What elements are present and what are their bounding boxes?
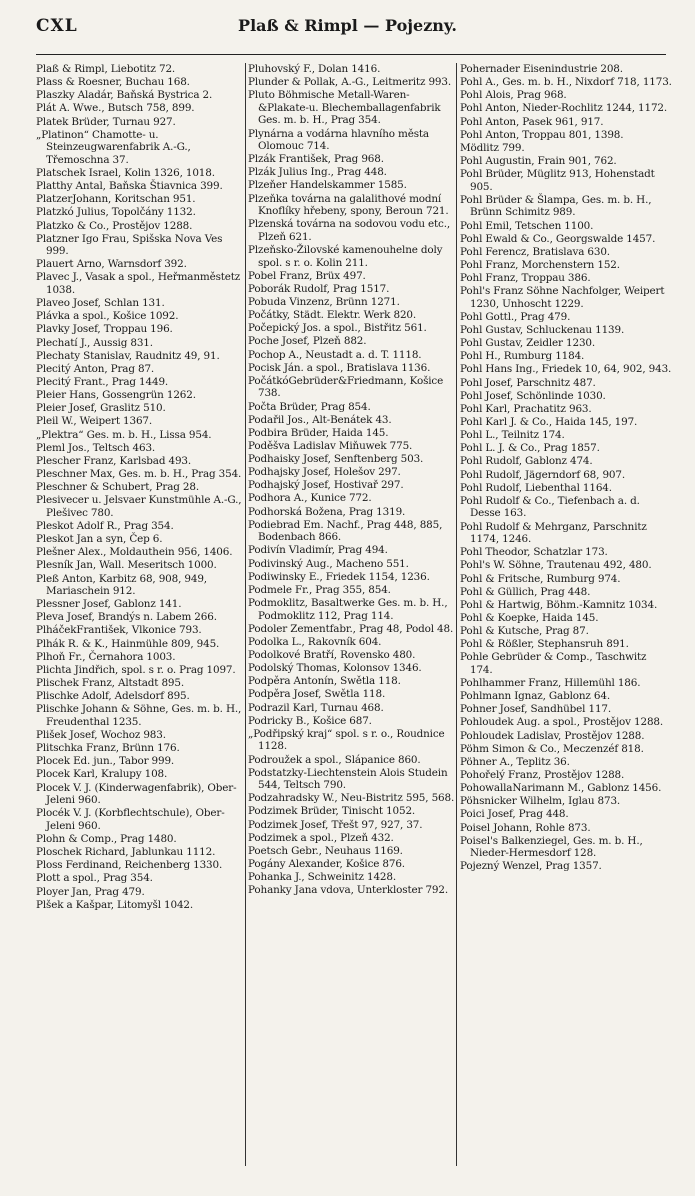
- directory-entry: Pohl Brüder, Müglitz 913, Hohenstadt 905.: [460, 168, 655, 193]
- directory-entry: Plešner Alex., Moldauthein 956, 1406.: [36, 546, 233, 559]
- directory-entry: Podiwinsky E., Friedek 1154, 1236.: [248, 570, 430, 583]
- directory-entry: Plaszky Aladár, Baňská Bystrica 2.: [36, 89, 213, 102]
- directory-entry: Podivín Vladimír, Prag 494.: [248, 544, 388, 557]
- directory-entry: Podmele Fr., Prag 355, 854.: [248, 583, 391, 596]
- directory-entry: Plauert Arno, Warnsdorf 392.: [36, 258, 187, 271]
- directory-entry: Ploschek Richard, Jablunkau 1112.: [36, 846, 216, 859]
- directory-entry: Pöhner A., Teplitz 36.: [460, 755, 570, 768]
- directory-entry: Pohl & Fritsche, Rumburg 974.: [460, 572, 621, 585]
- directory-entry: Pluhovský F., Dolan 1416.: [248, 63, 381, 75]
- directory-entry: Poici Josef, Prag 448.: [460, 808, 569, 821]
- directory-entry: Počátky, Städt. Elektr. Werk 820.: [248, 309, 417, 322]
- directory-entry: Pöhm Simon & Co., Meczenzéf 818.: [460, 742, 644, 755]
- directory-entry: Pohl & Hartwig, Böhm.-Kamnitz 1034.: [460, 598, 658, 611]
- directory-entry: Podiebrad Em. Nachf., Prag 448, 885, Bodenbach 866.: [248, 518, 443, 544]
- directory-entry: PlatzerJohann, Koritschan 951.: [36, 193, 196, 206]
- directory-entry: Pohl L. J. & Co., Prag 1857.: [460, 442, 600, 455]
- directory-entry: Pohl Hans Ing., Friedek 10, 64, 902, 943.: [460, 363, 672, 376]
- directory-entry: Plesivecer u. Jelsvaer Kunstmühle A.-G., Plešivec 780.: [36, 494, 242, 519]
- directory-entry: Plát A. Wwe., Butsch 758, 899.: [36, 102, 195, 115]
- directory-entry: Podzimek a spol., Plzeň 432.: [248, 831, 394, 844]
- directory-entry: Plaveo Josef, Schlan 131.: [36, 297, 165, 310]
- directory-entry: Poděšva Ladislav Miňuwek 775.: [248, 439, 413, 452]
- directory-entry: Pohlhammer Franz, Hillemühl 186.: [460, 677, 641, 690]
- directory-entry: Pohl's W. Söhne, Trautenau 492, 480.: [460, 559, 652, 572]
- page-title: Plaß & Rimpl — Pojezny.: [238, 16, 457, 35]
- directory-entry: Pluto Böhmische Metall-Waren-&Plakate-u. Blechemballagenfabrik Ges. m. b. H., Prag 354.: [248, 89, 441, 127]
- directory-entry: Mödlitz 799.: [460, 141, 525, 154]
- directory-entry: Plaß & Rimpl, Liebotitz 72.: [36, 63, 176, 75]
- directory-entry: Pohl Anton, Pasek 961, 917.: [460, 115, 604, 128]
- directory-entry: PočátkóGebrüder&Friedmann, Košice 738.: [248, 374, 444, 400]
- directory-entry: Plhoň Fr., Černahora 1003.: [36, 650, 176, 663]
- directory-entry: Plocek V. J. (Kinderwagenfabrik), Ober-Jeleni 960.: [36, 781, 237, 807]
- directory-entry: Pohl Rudolf, Gablonz 474.: [460, 455, 593, 468]
- directory-entry: Podpěra Antonín, Swětla 118.: [248, 675, 401, 688]
- directory-entry: Ploss Ferdinand, Reichenberg 1330.: [36, 859, 223, 872]
- directory-entry: Pohl Josef, Parschnitz 487.: [460, 376, 596, 389]
- directory-entry: Pohl H., Rumburg 1184.: [460, 350, 585, 363]
- directory-entry: „Platinon“ Chamotte- u. Steinzeugwarenfabrik A.-G., Třemoschna 37.: [36, 128, 191, 166]
- directory-entry: Pohořelý Franz, Prostějov 1288.: [460, 769, 625, 782]
- directory-entry: Plocek Ed. jun., Tabor 999.: [36, 755, 175, 768]
- directory-entry: Pohl A., Ges. m. b. H., Nixdorf 718, 1173.: [460, 76, 672, 89]
- directory-entry: Podhajský Josef, Hostivař 297.: [248, 479, 404, 492]
- directory-entry: Plávka a spol., Košice 1092.: [36, 310, 179, 323]
- directory-entry: Poborák Rudolf, Prag 1517.: [248, 282, 390, 295]
- directory-entry: Platzkó Julius, Topolčány 1132.: [36, 206, 196, 219]
- directory-entry: Pohl Alois, Prag 968.: [460, 89, 567, 102]
- directory-entry: Podařil Jos., Alt-Benátek 43.: [248, 413, 392, 426]
- directory-entry: Podhajsky Josef, Holešov 297.: [248, 466, 401, 479]
- directory-entry: Pleschner Max, Ges. m. b. H., Prag 354.: [36, 467, 242, 480]
- directory-entry: Počepický Jos. a spol., Bistřitz 561.: [248, 322, 427, 335]
- directory-entry: Plechatí J., Aussig 831.: [36, 336, 153, 349]
- directory-entry: Pleß Anton, Karbitz 68, 908, 949, Mariaschein 912.: [36, 572, 207, 598]
- directory-entry: Pohl Brüder & Šlampa, Ges. m. b. H., Brünn Schimitz 989.: [460, 193, 652, 219]
- directory-entry: Pleskot Jan a syn, Čep 6.: [36, 533, 163, 546]
- directory-entry: Pohl Karl J. & Co., Haida 145, 197.: [460, 416, 638, 429]
- directory-entry: Podstatzky-Liechtenstein Alois Studein 544, Teltsch 790.: [248, 766, 448, 792]
- directory-entry: Pleschner & Schubert, Prag 28.: [36, 481, 199, 494]
- directory-entry: Plzeňka továrna na galalithové modní Knoflíky hřebeny, spony, Beroun 721.: [248, 192, 449, 218]
- directory-entry: Pogány Alexander, Košice 876.: [248, 858, 405, 871]
- directory-entry: Plass & Roesner, Buchau 168.: [36, 76, 190, 89]
- directory-entry: „Podřipský kraj“ spol. s r. o., Roudnice 1128.: [248, 727, 445, 753]
- directory-entry: Pohl Rudolf, Jägerndorf 68, 907.: [460, 468, 625, 481]
- directory-entry: Platzko & Co., Prostějov 1288.: [36, 219, 193, 232]
- directory-entry: Pleskot Adolf R., Prag 354.: [36, 519, 174, 532]
- directory-entry: Pohl Anton, Troppau 801, 1398.: [460, 128, 624, 141]
- directory-entry: Pohl & Güllich, Prag 448.: [460, 585, 591, 598]
- directory-entry: Pohloudek Ladislav, Prostějov 1288.: [460, 729, 645, 742]
- directory-entry: Pohl & Kutsche, Prag 87.: [460, 625, 589, 638]
- directory-entry: Plitschka Franz, Brünn 176.: [36, 742, 180, 755]
- directory-entry: Plessner Josef, Gablonz 141.: [36, 598, 182, 611]
- directory-entry: Pöhsnicker Wilhelm, Iglau 873.: [460, 795, 621, 808]
- directory-entry: Plescher Franz, Karlsbad 493.: [36, 454, 192, 467]
- directory-entry: Pohlmann Ignaz, Gablonz 64.: [460, 690, 610, 703]
- directory-entry: Pleier Josef, Graslitz 510.: [36, 402, 166, 415]
- directory-entry: „Plektra“ Ges. m. b. H., Lissa 954.: [36, 428, 212, 441]
- directory-entry: Podroužek a spol., Slápanice 860.: [248, 753, 421, 766]
- directory-entry: Plecitý Frant., Prag 1449.: [36, 376, 169, 388]
- directory-entry: Pojezný Wenzel, Prag 1357.: [460, 860, 602, 873]
- directory-entry: Podivinský Aug., Macheno 551.: [248, 557, 409, 570]
- directory-entry: Plhák R. & K., Hainmühle 809, 945.: [36, 637, 220, 650]
- directory-entry: PohowallaNarimann M., Gablonz 1456.: [460, 782, 662, 795]
- directory-entry: Plohn & Comp., Prag 1480.: [36, 832, 177, 845]
- directory-entry: Pohl Gustav, Zeidler 1230.: [460, 337, 596, 350]
- directory-entry: Podrazil Karl, Turnau 468.: [248, 701, 384, 714]
- directory-entry: Pohl Franz, Troppau 386.: [460, 272, 591, 285]
- directory-entry: Podbira Brüder, Haida 145.: [248, 426, 389, 439]
- directory-entry: Pohl Franz, Morchenstern 152.: [460, 258, 620, 271]
- directory-entry: Pohanky Jana vdova, Unterkloster 792.: [248, 884, 448, 897]
- directory-entry: Pohl Anton, Nieder-Rochlitz 1244, 1172.: [460, 102, 668, 115]
- directory-entry: Podolkové Bratří, Rovensko 480.: [248, 648, 416, 661]
- directory-entry: Plunder & Pollak, A.-G., Leitmeritz 993.: [248, 76, 451, 89]
- directory-entry: Pohloudek Aug. a spol., Prostějov 1288.: [460, 716, 664, 729]
- directory-entry: Plischek Franz, Altstadt 895.: [36, 677, 184, 690]
- directory-entry: Plecitý Anton, Prag 87.: [36, 362, 155, 375]
- directory-entry: Pochop A., Neustadt a. d. T. 1118.: [248, 348, 422, 361]
- directory-column-3: [460, 63, 672, 874]
- directory-entry: Pohl & Rößler, Stephansruh 891.: [460, 638, 629, 651]
- directory-entry: Pohl Rudolf, Liebenthal 1164.: [460, 481, 612, 494]
- directory-entry: Pleil W., Weipert 1367.: [36, 415, 153, 428]
- directory-column-1: [36, 63, 247, 912]
- directory-entry: Poche Josef, Plzeň 882.: [248, 335, 367, 348]
- directory-entry: Platthy Antal, Baňska Štiavnica 399.: [36, 180, 223, 193]
- directory-entry: Pohle Gebrüder & Comp., Taschwitz 174.: [460, 651, 647, 676]
- directory-entry: Plzeňer Handelskammer 1585.: [248, 179, 407, 192]
- directory-entry: Pohl's Franz Söhne Nachfolger, Weipert 1230, Unhoscht 1229.: [460, 285, 665, 310]
- directory-entry: Plavky Josef, Troppau 196.: [36, 323, 173, 336]
- directory-entry: Pleier Hans, Gossengrün 1262.: [36, 389, 196, 402]
- directory-entry: Plocek Karl, Kralupy 108.: [36, 768, 168, 781]
- directory-entry: Plocék V. J. (Korbflechtschule), Ober-Jeleni 960.: [36, 807, 225, 832]
- directory-entry: Pohl Emil, Tetschen 1100.: [460, 219, 594, 232]
- directory-entry: Pohl Ferencz, Bratislava 630.: [460, 245, 610, 258]
- directory-entry: Platek Brüder, Turnau 927.: [36, 115, 176, 128]
- directory-entry: Pohl Ewald & Co., Georgswalde 1457.: [460, 232, 656, 245]
- directory-entry: Plšek a Kašpar, Litomyšl 1042.: [36, 898, 194, 911]
- page-header: [0, 16, 695, 42]
- directory-entry: Plzeňsko-Žilovské kamenouhelne doly spol. s r. o. Kolin 211.: [248, 244, 443, 269]
- directory-entry: Plischke Johann & Söhne, Ges. m. b. H., Freudenthal 1235.: [36, 703, 242, 728]
- directory-entry: Plzák František, Prag 968.: [248, 153, 384, 166]
- directory-entry: Pohanka J., Schweinitz 1428.: [248, 871, 396, 884]
- directory-entry: Pohl Gustav, Schluckenau 1139.: [460, 324, 625, 337]
- directory-entry: Podolka L., Rakovník 604.: [248, 635, 382, 648]
- page-number: CXL: [36, 16, 78, 36]
- directory-entry: Podzahradsky W., Neu-Bistritz 595, 568.: [248, 792, 455, 805]
- directory-entry: Plichta Jindřich, spol. s r. o. Prag 1097.: [36, 663, 236, 676]
- directory-entry: Plzenská továrna na sodovou vodu etc., Plzeň 621.: [248, 218, 451, 243]
- directory-entry: Pohl Rudolf & Mehrganz, Parschnitz 1174, 1246.: [460, 520, 647, 546]
- directory-entry: Ployer Jan, Prag 479.: [36, 885, 145, 898]
- directory-entry: Poetsch Gebr., Neuhaus 1169.: [248, 844, 403, 857]
- directory-entry: Plesník Jan, Wall. Meseritsch 1000.: [36, 559, 217, 572]
- directory-column-2: [248, 63, 459, 897]
- directory-entry: Platzner Igo Frau, Spišska Nova Ves 999.: [36, 232, 223, 258]
- directory-entry: Poisel Johann, Rohle 873.: [460, 821, 591, 834]
- directory-entry: Podolský Thomas, Kolonsov 1346.: [248, 662, 422, 675]
- directory-entry: Plechaty Stanislav, Raudnitz 49, 91.: [36, 349, 220, 362]
- directory-entry: Podzimek Brüder, Tinischt 1052.: [248, 805, 416, 818]
- directory-entry: Podpěra Josef, Swětla 118.: [248, 688, 386, 701]
- directory-entry: Pleva Josef, Brandýs n. Labem 266.: [36, 611, 217, 624]
- directory-entry: Podricky B., Košice 687.: [248, 714, 372, 727]
- directory-entry: Pohner Josef, Sandhübel 117.: [460, 703, 612, 716]
- directory-entry: Plišek Josef, Wochoz 983.: [36, 729, 166, 742]
- directory-entry: Poisel's Balkenziegel, Ges. m. b. H., Nieder-Hermesdorf 128.: [460, 834, 643, 860]
- directory-entry: Plzák Julius Ing., Prag 448.: [248, 166, 387, 179]
- directory-entry: Platschek Israel, Kolin 1326, 1018.: [36, 166, 215, 179]
- directory-entry: Pohernader Eisenindustrie 208.: [460, 63, 623, 75]
- directory-entry: Pohl Gottl., Prag 479.: [460, 310, 571, 323]
- header-rule: [36, 54, 666, 55]
- directory-entry: Pocisk Ján. a spol., Bratislava 1136.: [248, 361, 431, 374]
- directory-entry: Podmoklitz, Basaltwerke Ges. m. b. H., Podmoklitz 112, Prag 114.: [248, 597, 448, 622]
- directory-entry: Pohl Josef, Schönlinde 1030.: [460, 389, 606, 402]
- directory-entry: Pobuda Vinzenz, Brünn 1271.: [248, 295, 400, 308]
- directory-entry: Podzimek Josef, Třešt 97, 927, 37.: [248, 818, 423, 831]
- directory-entry: Podhora A., Kunice 772.: [248, 492, 372, 505]
- directory-entry: Pobel Franz, Brüx 497.: [248, 269, 366, 282]
- directory-entry: PlháčekFrantišek, Vlkonice 793.: [36, 624, 202, 637]
- directory-entry: Počta Brüder, Prag 854.: [248, 400, 371, 413]
- directory-entry: Pohl Augustin, Frain 901, 762.: [460, 154, 617, 167]
- directory-entry: Podhaisky Josef, Senftenberg 503.: [248, 453, 424, 466]
- directory-entry: Plischke Adolf, Adelsdorf 895.: [36, 690, 190, 703]
- directory-entry: Pohl Karl, Prachatitz 963.: [460, 402, 592, 415]
- directory-entry: Podoler Zementfabr., Prag 48, Podol 48.: [248, 622, 454, 635]
- directory-entry: Plott a spol., Prag 354.: [36, 872, 153, 885]
- directory-entry: Pohl & Koepke, Haida 145.: [460, 611, 599, 624]
- directory-entry: Podhorská Božena, Prag 1319.: [248, 505, 406, 518]
- directory-entry: Pohl L., Teilnitz 174.: [460, 429, 565, 442]
- directory-entry: Pleml Jos., Teltsch 463.: [36, 441, 156, 454]
- directory-entry: Plynárna a vodárna hlavního města Olomouc 714.: [248, 127, 429, 153]
- directory-entry: Pohl Theodor, Schatzlar 173.: [460, 546, 608, 559]
- directory-entry: Plavec J., Vasak a spol., Heřmanměstetz 1038.: [36, 271, 241, 297]
- directory-entry: Pohl Rudolf & Co., Tiefenbach a. d. Desse 163.: [460, 494, 640, 520]
